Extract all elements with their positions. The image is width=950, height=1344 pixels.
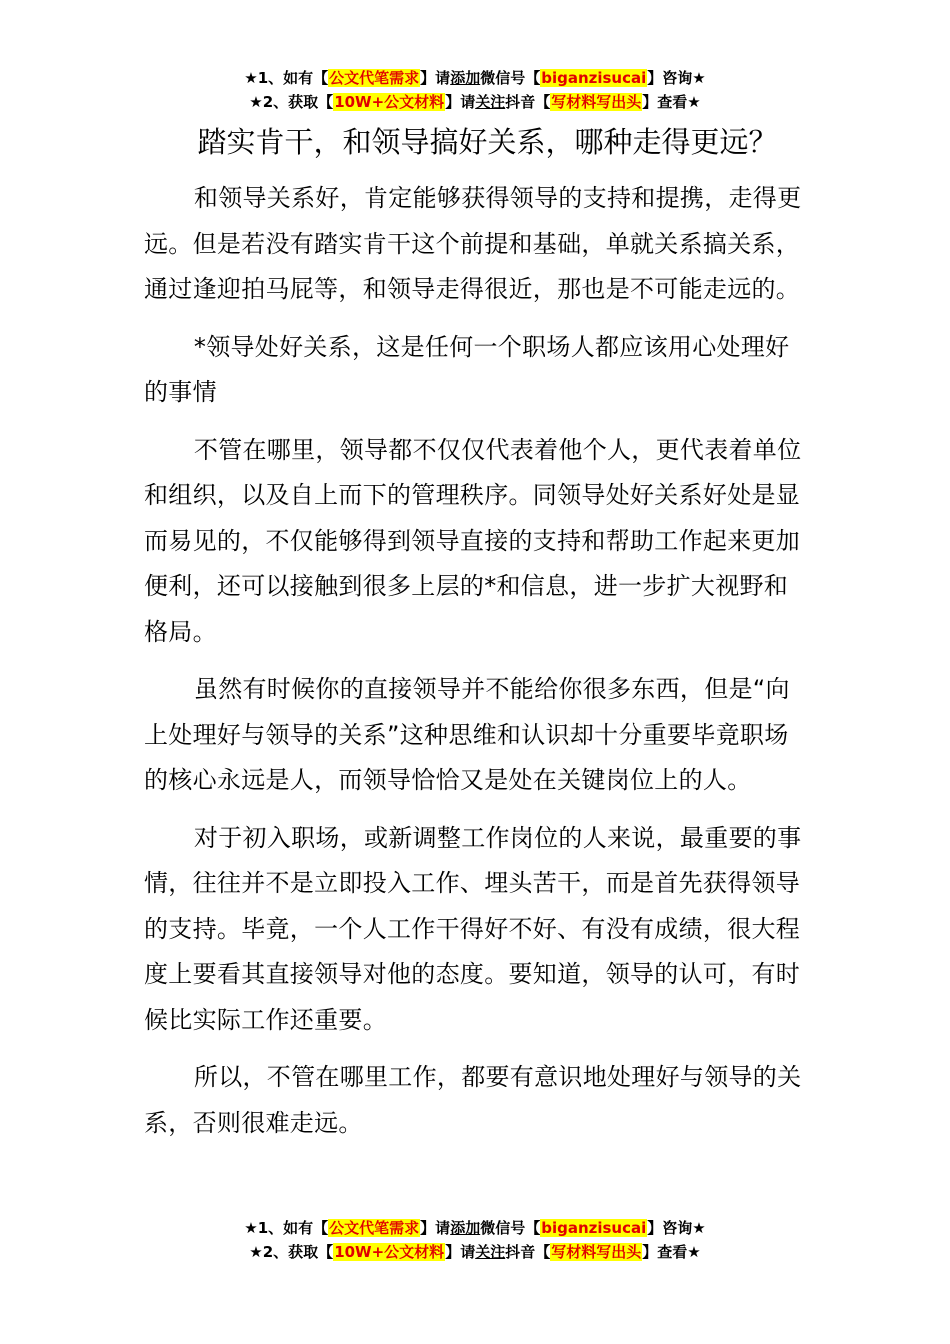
highlight-materials: 10W+公文材料 [334, 93, 445, 111]
paragraph-2: *领导处好关系，这是任何一个职场人都应该用心处理好的事情 [144, 332, 790, 406]
highlight-wechat-id: biganzisucai [541, 1219, 647, 1237]
banner-text: 】查看★ [642, 93, 701, 111]
header-banner [0, 66, 950, 114]
banner-text: ★2、获取【 [249, 1243, 334, 1261]
banner-line-2 [0, 1240, 950, 1264]
paragraph-5: 对于初入职场，或新调整工作岗位的人来说，最重要的事情，往往并不是立即投入工作、埋头苦干，而是首先获得领导的支持。毕竟，一个人工作干得好不好、有没有成绩，很大程度上要看其直接领导对他的态度。要知道，领导的认可，有时候比实际工作还重要。 [144, 823, 802, 1034]
banner-text: 】请 [445, 1243, 476, 1261]
highlight-wechat-id: biganzisucai [541, 69, 647, 87]
highlight-douyin-id: 写材料写出头 [551, 1243, 642, 1261]
paragraph-3: 不管在哪里，领导都不仅仅代表着他个人，更代表着单位和组织，以及自上而下的管理秩序。同领导处好关系好处是显而易见的，不仅能够得到领导直接的支持和帮助工作起来更加便利，还可以接触到很多上层的*和信息，进一步扩大视野和格局。 [144, 435, 802, 646]
banner-text: 】请 [445, 93, 476, 111]
paragraph-1: 和领导关系好，肯定能够获得领导的支持和提携，走得更远。但是若没有踏实肯干这个前提和基础，单就关系搞关系，通过逢迎拍马屁等，和领导走得很近，那也是不可能走远的。 [144, 184, 802, 303]
banner-text: 微信号【 [480, 69, 541, 87]
banner-text: ★1、如有【 [244, 1219, 329, 1237]
banner-text: 】咨询★ [647, 69, 706, 87]
footer-banner [0, 1216, 950, 1264]
banner-text: 微信号【 [480, 1219, 541, 1237]
banner-text: 】请 [420, 69, 451, 87]
banner-line-2 [0, 90, 950, 114]
highlight-materials: 10W+公文材料 [334, 1243, 445, 1261]
document-body [144, 176, 808, 1158]
banner-text: 抖音【 [505, 93, 551, 111]
banner-underlined-text: 关注 [475, 1243, 506, 1261]
banner-underlined-text: 添加 [450, 1219, 481, 1237]
paragraph-4: 虽然有时候你的直接领导并不能给你很多东西，但是“向上处理好与领导的关系”这种思维和认识却十分重要毕竟职场的核心永远是人，而领导恰恰又是处在关键岗位上的人。 [144, 675, 790, 794]
highlight-service: 公文代笔需求 [329, 69, 420, 87]
banner-text: 】查看★ [642, 1243, 701, 1261]
highlight-douyin-id: 写材料写出头 [551, 93, 642, 111]
banner-line-1 [0, 1216, 950, 1240]
banner-underlined-text: 添加 [450, 69, 481, 87]
banner-text: ★1、如有【 [244, 69, 329, 87]
banner-text: 抖音【 [505, 1243, 551, 1261]
document-title: 踏实肯干，和领导搞好关系，哪种走得更远？ [197, 125, 778, 159]
banner-text: 】咨询★ [647, 1219, 706, 1237]
paragraph-6: 所以，不管在哪里工作，都要有意识地处理好与领导的关系，否则很难走远。 [144, 1063, 802, 1137]
highlight-service: 公文代笔需求 [329, 1219, 420, 1237]
banner-underlined-text: 关注 [475, 93, 506, 111]
banner-text: ★2、获取【 [249, 93, 334, 111]
banner-line-1 [0, 66, 950, 90]
banner-text: 】请 [420, 1219, 451, 1237]
